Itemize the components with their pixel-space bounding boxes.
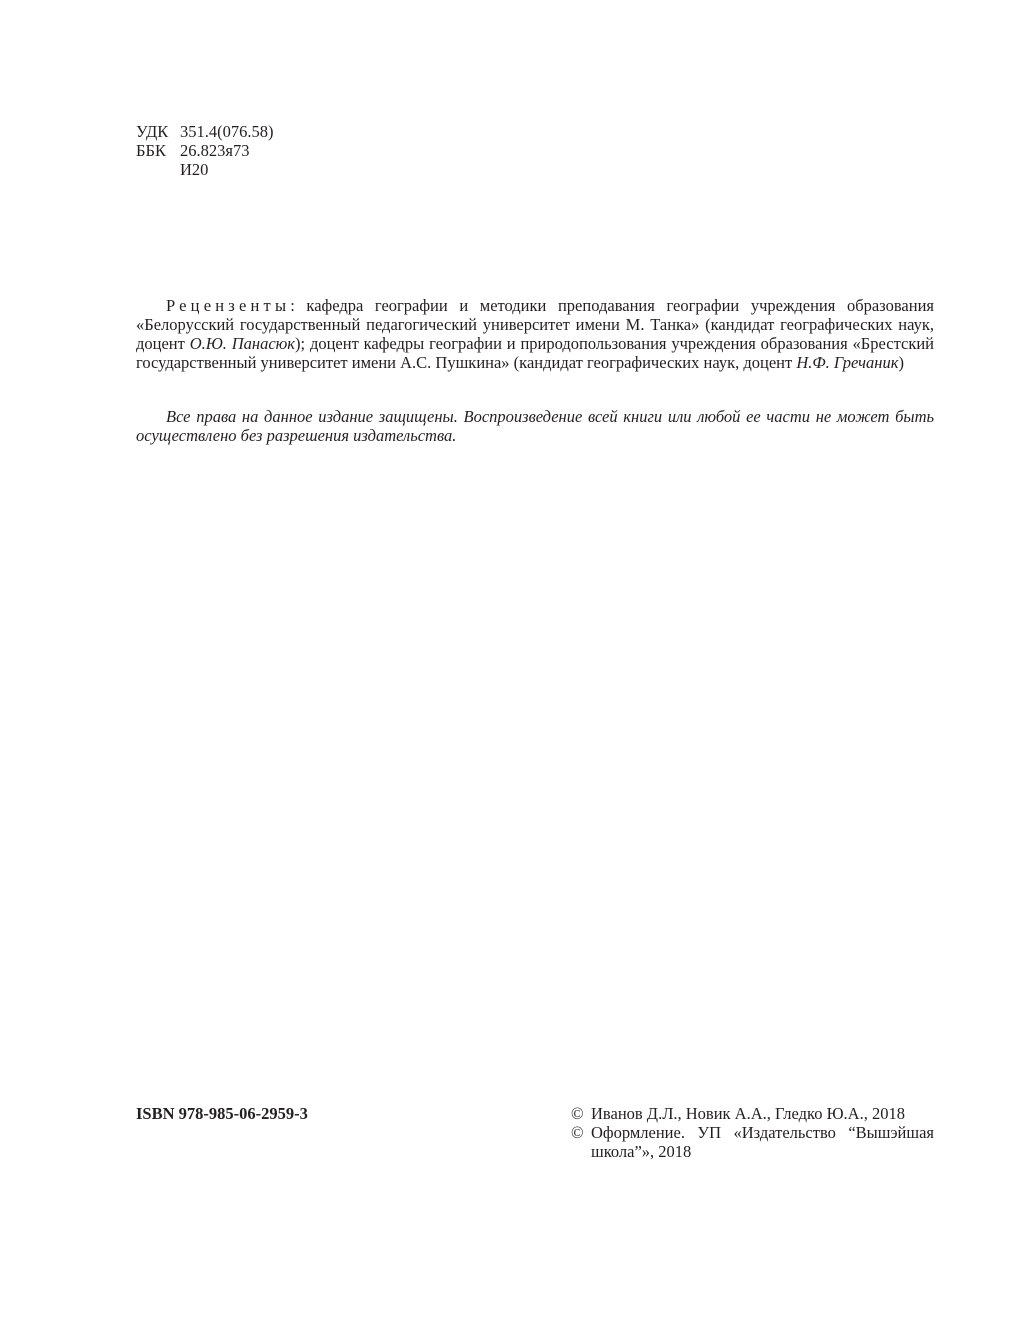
classification-block — [136, 122, 274, 179]
udk-label: УДК — [136, 122, 169, 141]
bbk-value: 26.823я73 — [180, 141, 250, 160]
reviewers-text-3: ) — [898, 353, 904, 372]
reviewers-text-2: ); доцент кафедры географии и природопользования учреждения образования «Брестский государственный университет имени А.С. Пушкина» (кандидат географических наук, доцент — [136, 334, 935, 372]
reviewer-name-1: О.Ю. Панасюк — [189, 334, 296, 353]
copyright-block — [571, 1104, 934, 1161]
copyright-design-text: Оформление. УП «Издательство “Вышэйшая школа”», 2018 — [591, 1123, 934, 1161]
author-mark-row — [136, 160, 274, 179]
copyright-icon: © — [571, 1123, 584, 1142]
copyright-authors-text: Иванов Д.Л., Новик А.А., Гледко Ю.А., 2018 — [591, 1104, 905, 1123]
bbk-row — [136, 141, 274, 160]
copyright-authors — [571, 1104, 934, 1123]
udk-row — [136, 122, 274, 141]
reviewers-paragraph — [136, 296, 934, 372]
udk-value: 351.4(076.58) — [180, 122, 274, 141]
author-mark: И20 — [180, 160, 209, 179]
copyright-design — [571, 1123, 934, 1161]
rights-notice — [136, 407, 934, 445]
reviewers-text-1: : кафедра географии и методики преподавания географии учреждения образования «Белорусский государственный педагогический университет имени М. Танка» (кандидат географических наук, доцент — [136, 296, 934, 353]
bbk-label: ББК — [136, 141, 166, 160]
copyright-icon: © — [571, 1104, 584, 1123]
rights-text: Все права на данное издание защищены. Воспроизведение всей книги или любой ее части не может быть осуществлено без разрешения издательства. — [136, 407, 934, 445]
reviewers-label: Рецензенты — [166, 296, 291, 315]
isbn: ISBN 978-985-06-2959-3 — [136, 1104, 308, 1123]
reviewer-name-2: Н.Ф. Гречаник — [796, 353, 899, 372]
